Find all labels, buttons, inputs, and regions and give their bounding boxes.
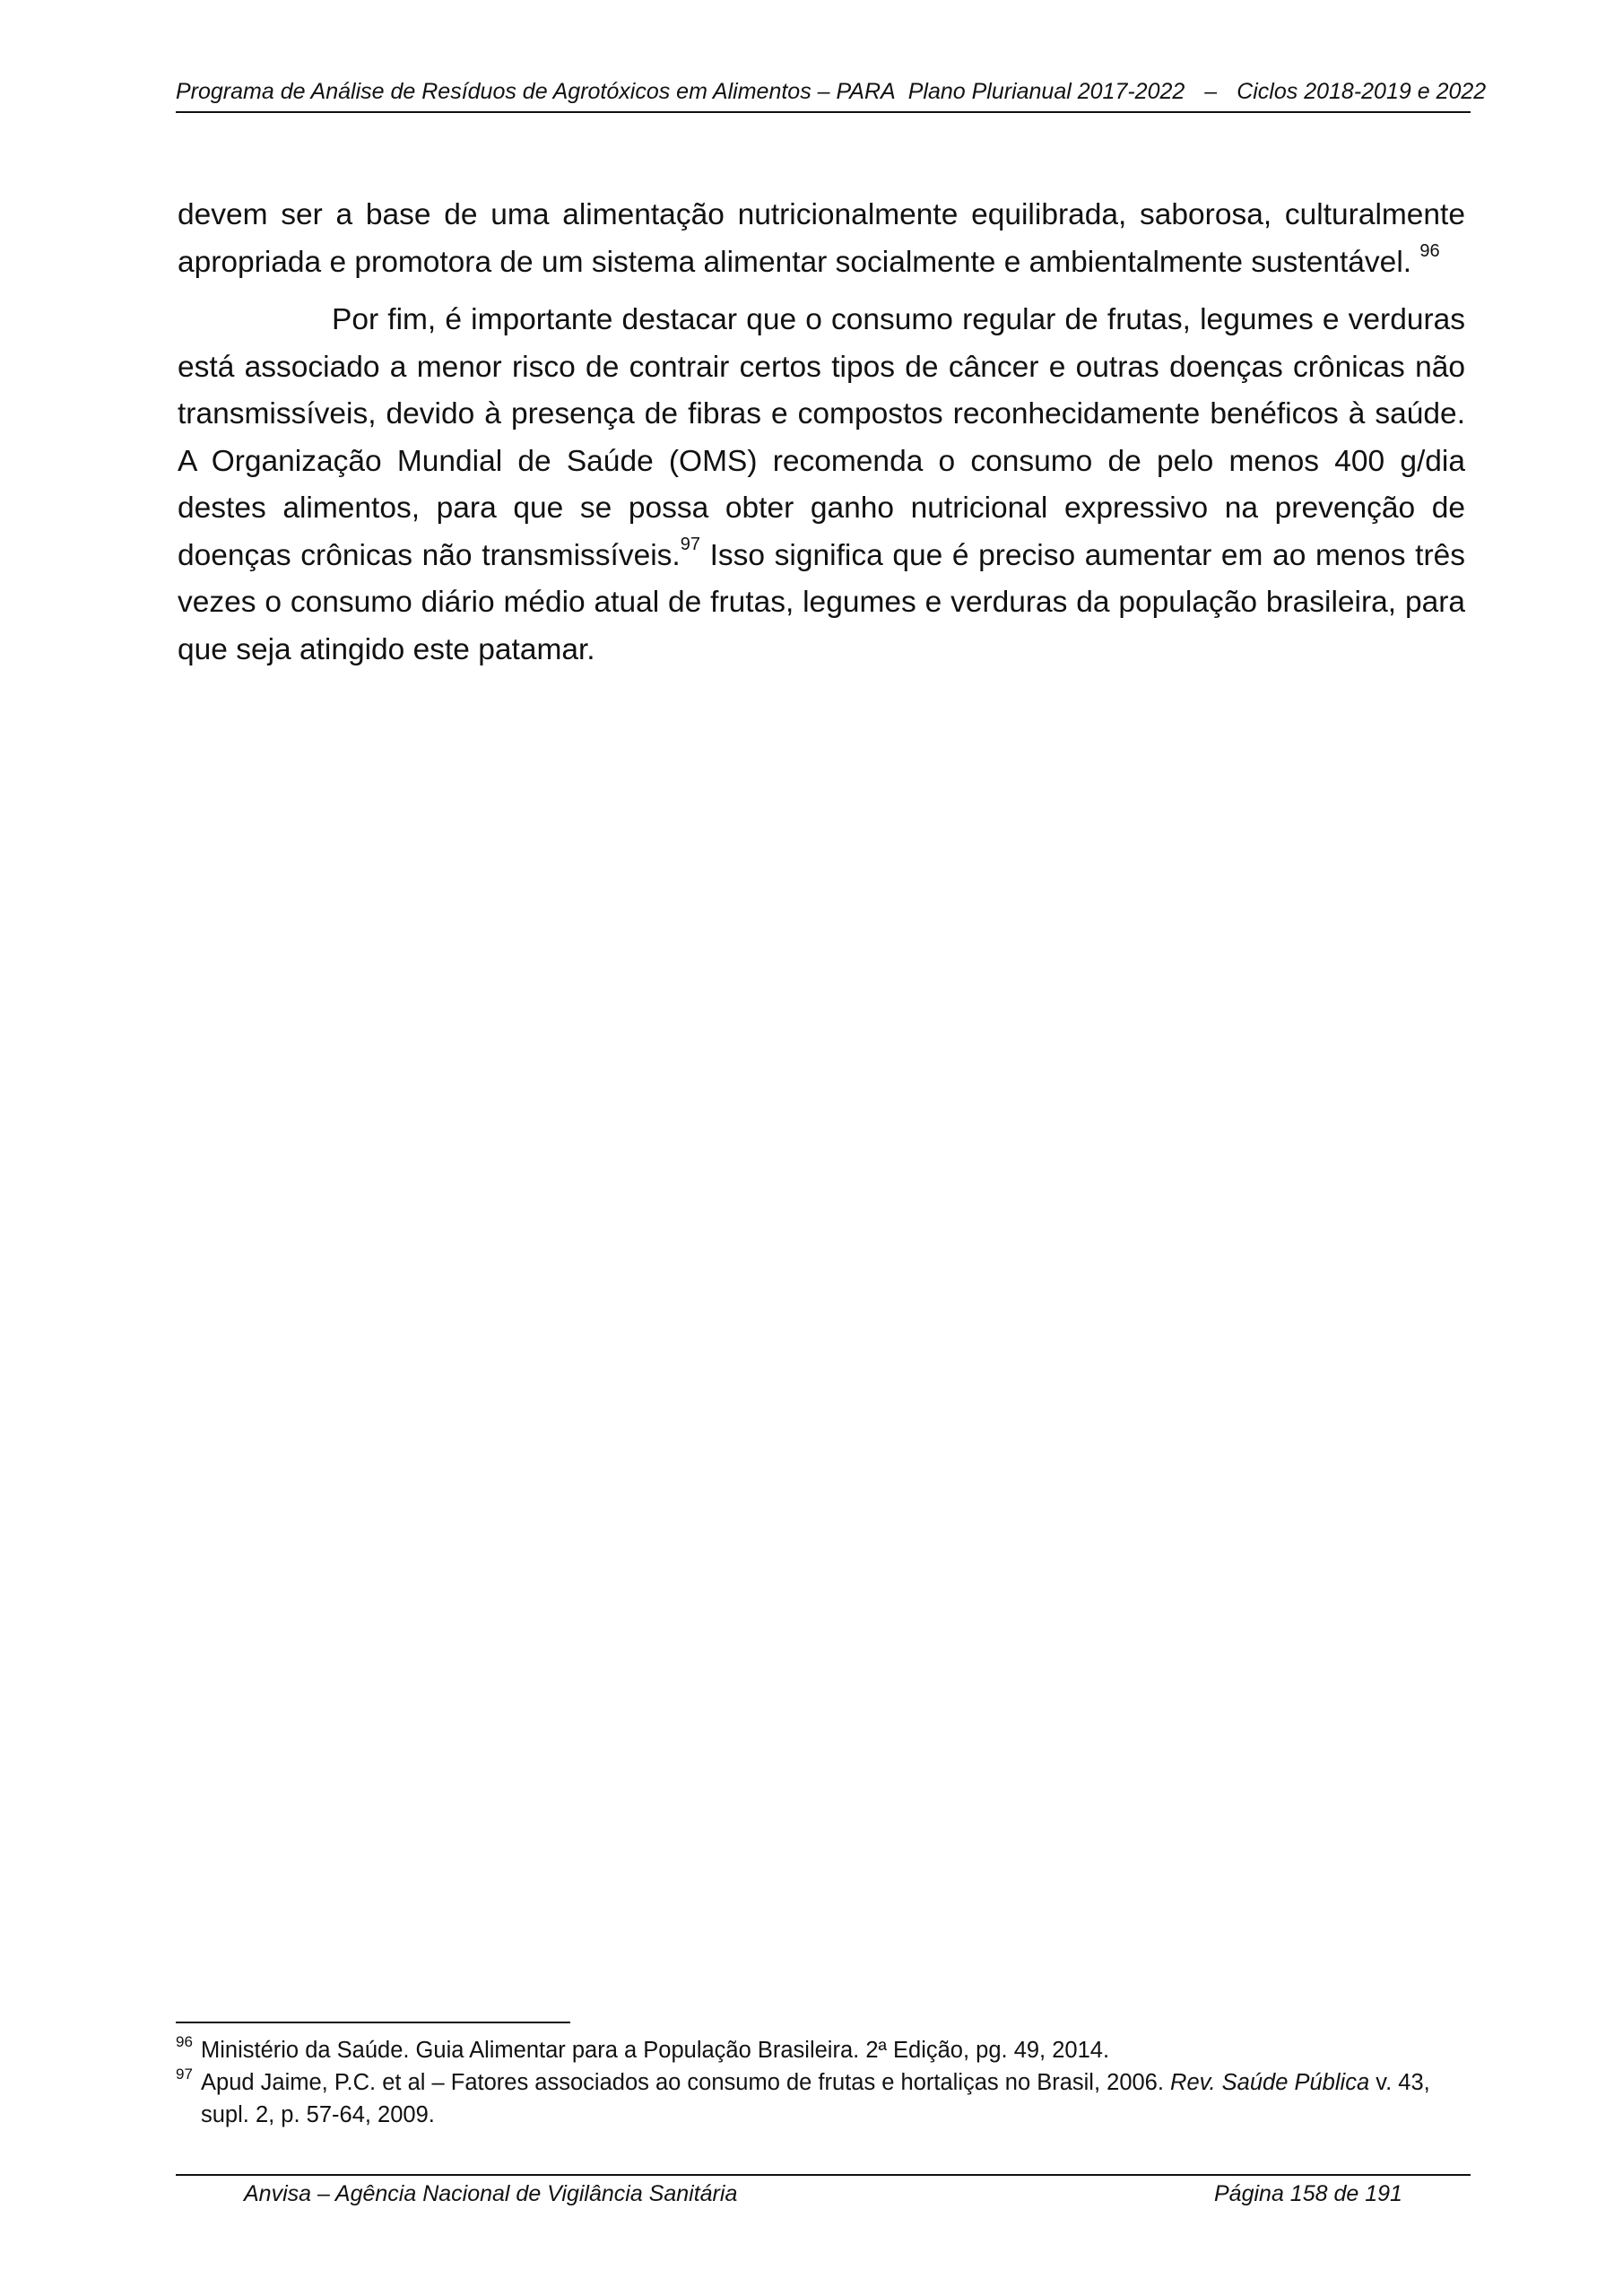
footer-page-number: Página 158 de 191	[1214, 2181, 1402, 2206]
header-divider	[176, 111, 1471, 113]
paragraph-1-text: devem ser a base de uma alimentação nutricionalmente equilibrada, saborosa, culturalmente apropriada e promotora de um sistema alimentar socialmente e ambientalmente sustentável.	[178, 198, 1465, 279]
document-body	[178, 192, 1465, 674]
page-header	[176, 75, 1487, 108]
footnote-divider	[176, 2022, 570, 2023]
header-plan: Plano Plurianual 2017-2022	[907, 79, 1185, 104]
footnote-ref-96: 96	[1419, 241, 1440, 262]
footnote-text-after: v. 43, supl. 2, p. 57-64, 2009.	[201, 2070, 1430, 2127]
footnote-97: $^{97}$ Apud Jaime, P.C. et al – Fatores associados ao consumo de frutas e hortaliças no Brasil, 2006. Rev. Saúde Pública v. 43, supl. 2, p. 57-64, 2009.	[176, 2065, 1430, 2127]
header-dash: –	[1204, 79, 1218, 104]
footnote-96: $^{96}$ Ministério da Saúde. Guia Alimentar para a População Brasileira. 2ª Edição, pg. 49, 2014.	[176, 2032, 1110, 2063]
paragraph-2-text-before: Por fim, é importante destacar que o consumo regular de frutas, legumes e verduras está associado a menor risco de contrair certos tipos de câncer e outras doenças crônicas não transmissíveis, devido à presença de fibras e compostos reconhecidamente benéficos à saúde. A Organização Mundial de Saúde (OMS) recomenda o consumo de pelo menos 400 g/dia destes alimentos, para que se possa obter ganho nutricional expressivo na prevenção de doenças crônicas não transmissíveis.	[178, 303, 1465, 572]
body-paragraph-1	[178, 192, 1465, 286]
footnotes	[176, 2034, 1469, 2131]
footer-agency: Anvisa – Agência Nacional de Vigilância Sanitária	[244, 2181, 738, 2206]
footnote-text: Apud Jaime, P.C. et al – Fatores associados ao consumo de frutas e hortaliças no Brasil, 2006.	[201, 2070, 1164, 2095]
header-cycles: Ciclos 2018-2019 e 2022	[1237, 79, 1487, 104]
body-paragraph-2	[178, 297, 1465, 674]
footnote-ref-97: 97	[680, 535, 700, 555]
footnote-text: Ministério da Saúde. Guia Alimentar para a População Brasileira. 2ª Edição, pg. 49, 2014.	[201, 2038, 1110, 2063]
paragraph-2-text-after: Isso significa que é preciso aumentar em ao menos três vezes o consumo diário médio atual de frutas, legumes e verduras da população brasileira, para que seja atingido este patamar.	[178, 538, 1465, 666]
footnote-journal: Rev. Saúde Pública	[1170, 2070, 1370, 2095]
header-program-title: Programa de Análise de Resíduos de Agrotóxicos em Alimentos – PARA	[176, 79, 896, 104]
footer-divider	[176, 2174, 1471, 2176]
